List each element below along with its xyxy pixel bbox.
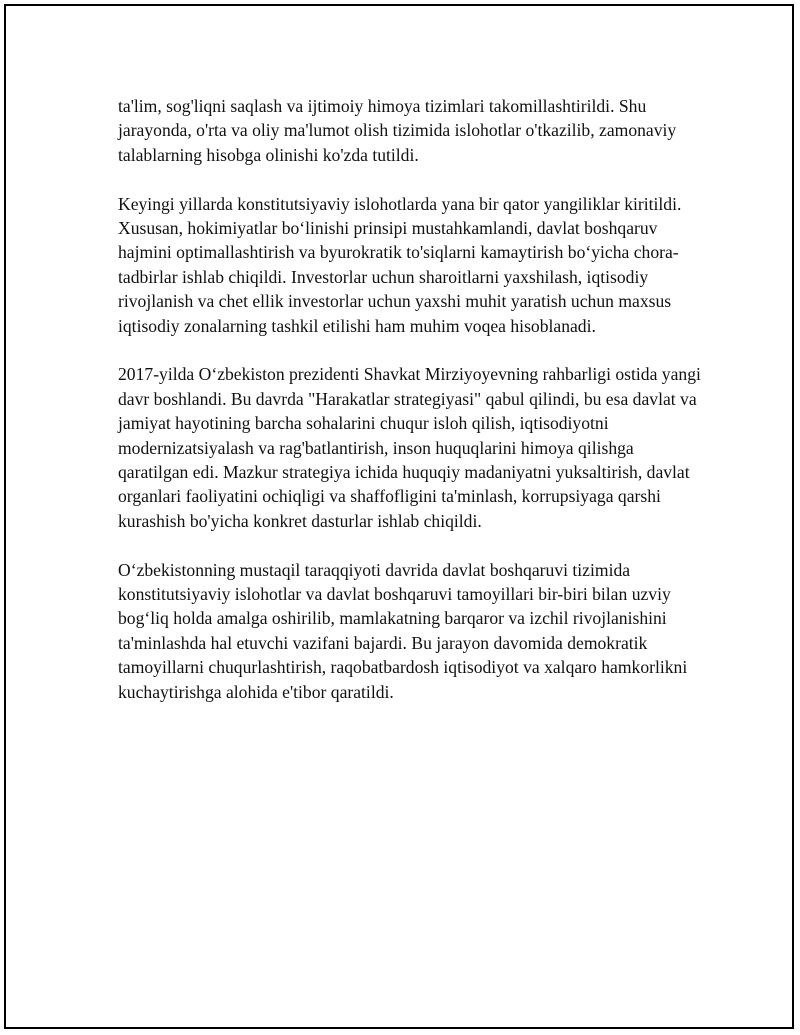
- paragraph-3: 2017-yilda O‘zbekiston prezidenti Shavkat Mirziyoyevning rahbarligi ostida yangi davr boshlandi. Bu davrda "Harakatlar strategiyasi" qabul qilindi, bu esa davlat va jamiyat hayotining barcha sohalarini chuqur isloh qilish, iqtisodiyotni modernizatsiyalash va rag'batlantirish, inson huquqlarini himoya qilishga qaratilgan edi. Mazkur strategiya ichida huquqiy madaniyatni yuksaltirish, davlat organlari faoliyatini ochiqligi va shaffofligini ta'minlash, korrupsiyaga qarshi kurashish bo'yicha konkret dasturlar ishlab chiqildi.: [118, 364, 701, 531]
- paragraph-4: O‘zbekistonning mustaqil taraqqiyoti davrida davlat boshqaruvi tizimida konstitutsiyaviy islohotlar va davlat boshqaruvi tamoyillari bir-biri bilan uzviy bog‘liq holda amalga oshirilib, mamlakatning barqaror va izchil rivojlanishini ta'minlashda hal etuvchi vazifani bajardi. Bu jarayon davomida demokratik tamoyillarni chuqurlashtirish, raqobatbardosh iqtisodiyot va xalqaro hamkorlikni kuchaytirishga alohida e'tibor qaratildi.: [118, 559, 688, 702]
- paragraph-1: ta'lim, sog'liqni saqlash va ijtimoiy himoya tizimlari takomillashtirildi. Shu jarayonda, o'rta va oliy ma'lumot olish tizimida islohotlar o'tkazilib, zamonaviy talablarning hisobga olinishi ko'zda tutildi.: [118, 96, 677, 165]
- page-frame: [4, 4, 794, 1029]
- document-body: [118, 94, 703, 704]
- paragraph-2: Keyingi yillarda konstitutsiyaviy islohotlarda yana bir qator yangiliklar kiritildi. Xususan, hokimiyatlar bo‘linishi prinsipi mustahkamlandi, davlat boshqaruv hajmini optimallashtirish va byurokratik to'siqlarni kamaytirish bo‘yicha chora-tadbirlar ishlab chiqildi. Investorlar uchun sharoitlarni yaxshilash, iqtisodiy rivojlanish va chet ellik investorlar uchun yaxshi muhit yaratish uchun maxsus iqtisodiy zonalarning tashkil etilishi ham muhim voqea hisoblanadi.: [118, 193, 682, 336]
